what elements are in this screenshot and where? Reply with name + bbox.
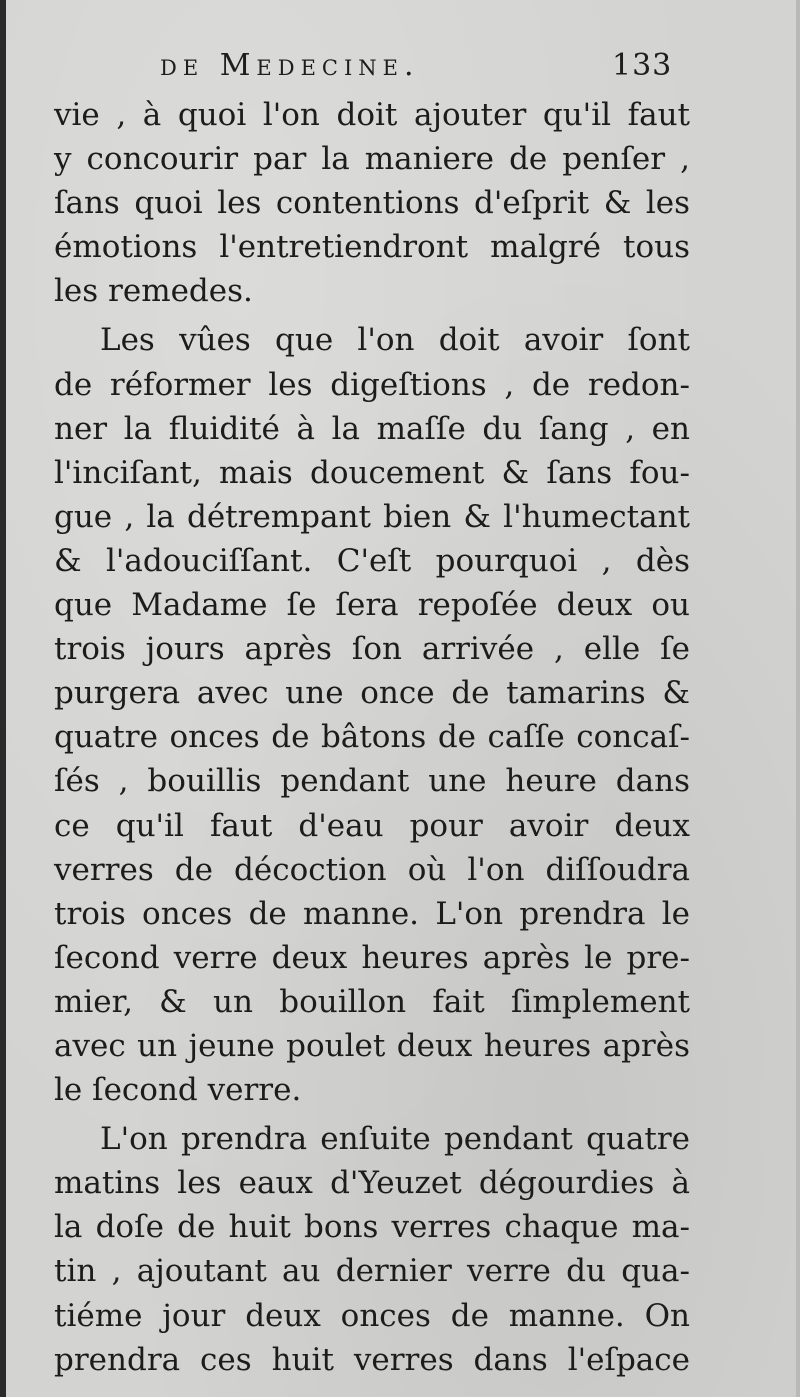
page-number: 133	[612, 48, 673, 83]
body-text	[54, 93, 690, 1382]
text-line: trois onces de manne. L'on prendra le	[54, 895, 690, 932]
page-edge-shadow	[0, 0, 6, 1397]
paragraph-1	[54, 93, 690, 313]
page-edge-margin	[796, 0, 800, 1397]
text-line: ſecond verre deux heures après le pre-	[54, 939, 690, 976]
text-line: verres de décoction où l'on diſſoudra	[54, 851, 690, 888]
text-line: la doſe de huit bons verres chaque ma-	[54, 1209, 690, 1246]
text-line: de réformer les digeſtions , de redon-	[54, 366, 690, 403]
text-line: l'inciſant, mais doucement & ſans fou-	[54, 454, 690, 491]
text-line: purgera avec une once de tamarins &	[54, 675, 690, 712]
text-line: tin , ajoutant au dernier verre du qua-	[54, 1253, 690, 1290]
running-head: de Medecine.	[160, 48, 420, 83]
text-line: Les vûes que l'on doit avoir ſont	[100, 322, 690, 359]
text-line: ner la fluidité à la maſſe du ſang , en	[54, 410, 690, 447]
text-line: & l'adouciſſant. C'eſt pourquoi , dès	[54, 542, 690, 579]
text-line: le ſecond verre.	[54, 1072, 302, 1109]
text-line: L'on prendra enſuite pendant quatre	[100, 1121, 690, 1158]
text-line: avec un jeune poulet deux heures après	[54, 1027, 690, 1064]
text-line: y concourir par la maniere de penſer ,	[54, 141, 690, 178]
paragraph-2	[54, 318, 690, 1112]
text-line: ſans quoi les contentions d'eſprit & les	[54, 185, 690, 222]
text-line: matins les eaux d'Yeuzet dégourdies à	[54, 1165, 690, 1202]
text-line: que Madame ſe ſera repoſée deux ou	[54, 587, 690, 624]
text-line: quatre onces de bâtons de caſſe concaſ-	[54, 719, 690, 756]
text-line: vie , à quoi l'on doit ajouter qu'il faut	[54, 97, 690, 133]
text-line: ce qu'il faut d'eau pour avoir deux	[54, 807, 690, 844]
text-line: prendra ces huit verres dans l'eſpace	[54, 1341, 690, 1378]
text-line: émotions l'entretiendront malgré tous	[54, 229, 690, 266]
text-line: ſés , bouillis pendant une heure dans	[54, 763, 690, 800]
text-line: gue , la détrempant bien & l'humectant	[54, 498, 690, 535]
paragraph-3	[54, 1117, 690, 1382]
text-line: les remedes.	[54, 273, 253, 310]
page-header	[0, 48, 800, 88]
text-line: mier, & un bouillon fait ſimplement	[54, 983, 690, 1020]
text-line: trois jours après ſon arrivée , elle ſe	[54, 631, 690, 668]
text-line: tiéme jour deux onces de manne. On	[54, 1297, 690, 1334]
